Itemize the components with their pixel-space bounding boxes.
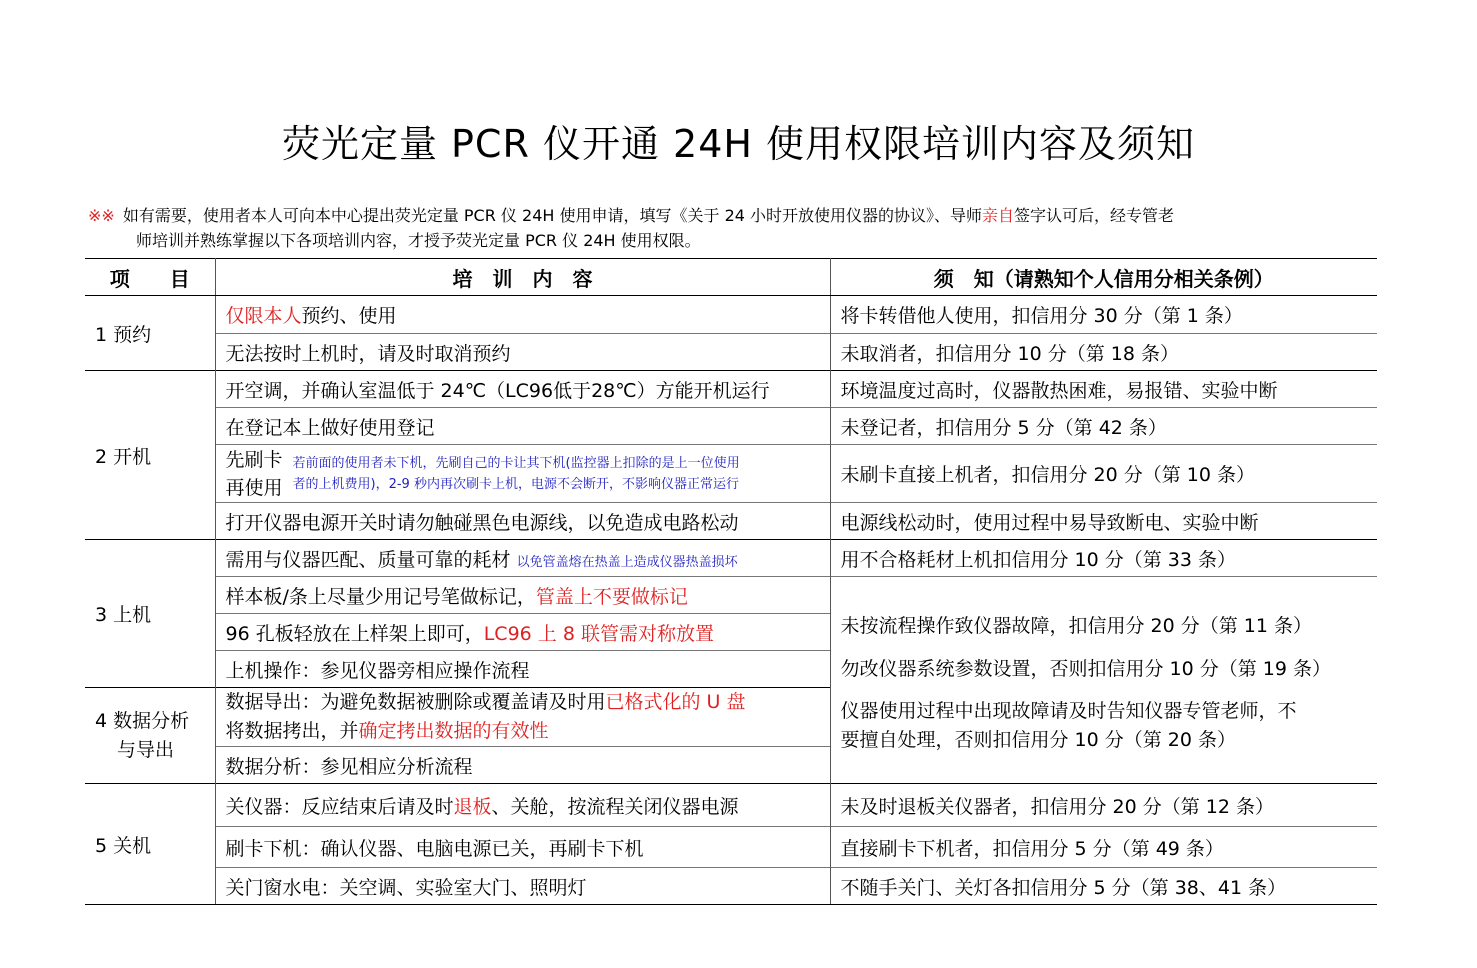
- table-row: [85, 445, 1377, 503]
- note-text-c: 师培训并熟练掌握以下各项培训内容，才授予荧光定量 PCR 仪 24H 使用权限。: [136, 231, 701, 250]
- table-row: [85, 503, 1377, 540]
- content-detail-b: 者的上机费用)，2-9 秒内再次刷卡上机，电源不会断开，不影响仪器正常运行: [292, 476, 739, 492]
- content-cell: [215, 784, 830, 827]
- note-text-a: 如有需要，使用者本人可向本中心提出荧光定量 PCR 仪 24H 使用申请，填写《关于 24 小时开放使用仪器的协议》、导师: [122, 206, 983, 225]
- notice-cell: 未刷卡直接上机者，扣信用分 20 分（第 10 条）: [830, 445, 1377, 503]
- content-text-b: 再使用: [225, 476, 283, 499]
- content-red: 仅限本人: [225, 305, 302, 327]
- content-red: LC96 上 8 联管需对称放置: [483, 622, 714, 645]
- header-item: 项 目: [85, 259, 215, 296]
- page-title: 荧光定量 PCR 仪开通 24H 使用权限培训内容及须知: [281, 122, 1196, 166]
- section-label: [85, 688, 215, 784]
- notice-cell: 电源线松动时，使用过程中易导致断电、实验中断: [830, 503, 1377, 540]
- notice-cell: 未取消者，扣信用分 10 分（第 18 条）: [830, 334, 1377, 371]
- content-red: 退板: [453, 795, 492, 818]
- intro-note: [88, 203, 1378, 253]
- notice-cell: 将卡转借他人使用，扣信用分 30 分（第 1 条）: [840, 305, 1243, 327]
- note-text-b: 签字认可后，经专管老: [1014, 206, 1175, 225]
- header-content: 培 训 内 容: [215, 259, 830, 296]
- table-row: [85, 577, 1377, 614]
- header-notice: 须 知（请熟知个人信用分相关条例）: [830, 259, 1377, 296]
- table-row: [85, 784, 1377, 827]
- content-cell: [215, 540, 830, 577]
- content-text: 关仪器：反应结束后请及时: [225, 795, 454, 818]
- notice-cell: 不随手关门、关灯各扣信用分 5 分（第 38、41 条）: [830, 868, 1377, 905]
- merged-notice-1: 未按流程操作致仪器故障，扣信用分 20 分（第 11 条）: [840, 615, 1313, 637]
- notice-cell: 未登记者，扣信用分 5 分（第 42 条）: [830, 408, 1377, 445]
- content-text: 96 孔板轻放在上样架上即可，: [225, 622, 484, 645]
- content-cell: [215, 445, 830, 503]
- content-cell: 刷卡下机：确认仪器、电脑电源已关，再刷卡下机: [215, 827, 830, 868]
- content-red: 已格式化的 U 盘: [605, 691, 746, 713]
- section-label: 1 预约: [85, 296, 215, 371]
- section-label: 3 上机: [85, 540, 215, 688]
- section-label: 2 开机: [85, 371, 215, 540]
- section-label-b: 与导出: [117, 738, 175, 761]
- content-text: 将数据拷出，并: [225, 720, 359, 742]
- content-cell: 数据分析：参见相应分析流程: [215, 747, 830, 784]
- merged-notice-3a: 仪器使用过程中出现故障请及时告知仪器专管老师，不: [840, 700, 1297, 722]
- training-table: [85, 258, 1377, 905]
- content-cell: 无法按时上机时，请及时取消预约: [215, 334, 830, 371]
- notice-cell: 用不合格耗材上机扣信用分 10 分（第 33 条）: [830, 540, 1377, 577]
- content-cell: [215, 688, 830, 747]
- merged-notice-cell: [830, 577, 1377, 784]
- section-label: 5 关机: [85, 784, 215, 905]
- content-detail: 以免管盖熔在热盖上造成仪器热盖损坏: [516, 554, 738, 570]
- notice-cell: 未及时退板关仪器者，扣信用分 20 分（第 12 条）: [830, 784, 1377, 827]
- content-cell: [215, 296, 830, 334]
- content-cell: 打开仪器电源开关时请勿触碰黑色电源线，以免造成电路松动: [215, 503, 830, 540]
- content-cell: [215, 614, 830, 651]
- content-red: 管盖上不要做标记: [535, 585, 688, 608]
- table-row: [85, 540, 1377, 577]
- merged-notice-3b: 要擅自处理，否则扣信用分 10 分（第 20 条）: [840, 729, 1237, 751]
- content-red: 确定拷出数据的有效性: [358, 720, 549, 742]
- notice-cell: 环境温度过高时，仪器散热困难，易报错、实验中断: [830, 371, 1377, 408]
- content-text-a: 先刷卡: [225, 448, 283, 471]
- content-cell: 开空调，并确认室温低于 24℃（LC96低于28℃）方能开机运行: [215, 371, 830, 408]
- content-text: 预约、使用: [301, 305, 397, 327]
- content-text: 需用与仪器匹配、质量可靠的耗材: [225, 548, 511, 571]
- content-text: 、关舱，按流程关闭仪器电源: [491, 795, 739, 818]
- content-text: 数据导出：为避免数据被删除或覆盖请及时用: [225, 691, 606, 713]
- content-cell: [215, 577, 830, 614]
- notice-cell: 直接刷卡下机者，扣信用分 5 分（第 49 条）: [830, 827, 1377, 868]
- table-row: [85, 408, 1377, 445]
- note-text-red: 亲自: [982, 206, 1015, 225]
- table-row: [85, 296, 1377, 334]
- merged-notice-2: 勿改仪器系统参数设置，否则扣信用分 10 分（第 19 条）: [840, 658, 1332, 680]
- content-cell: 关门窗水电：关空调、实验室大门、照明灯: [215, 868, 830, 905]
- table-row: [85, 371, 1377, 408]
- section-label-a: 4 数据分析: [95, 709, 190, 732]
- table-row: [85, 827, 1377, 868]
- content-cell: 在登记本上做好使用登记: [215, 408, 830, 445]
- note-mark: ※※: [88, 206, 115, 225]
- table-header-row: [85, 259, 1377, 296]
- table-row: [85, 334, 1377, 371]
- table-row: [85, 868, 1377, 905]
- content-cell: 上机操作：参见仪器旁相应操作流程: [215, 651, 830, 688]
- content-detail-a: 若前面的使用者未下机，先刷自己的卡让其下机(监控器上扣除的是上一位使用: [292, 455, 740, 471]
- content-text: 样本板/条上尽量少用记号笔做标记，: [225, 585, 536, 608]
